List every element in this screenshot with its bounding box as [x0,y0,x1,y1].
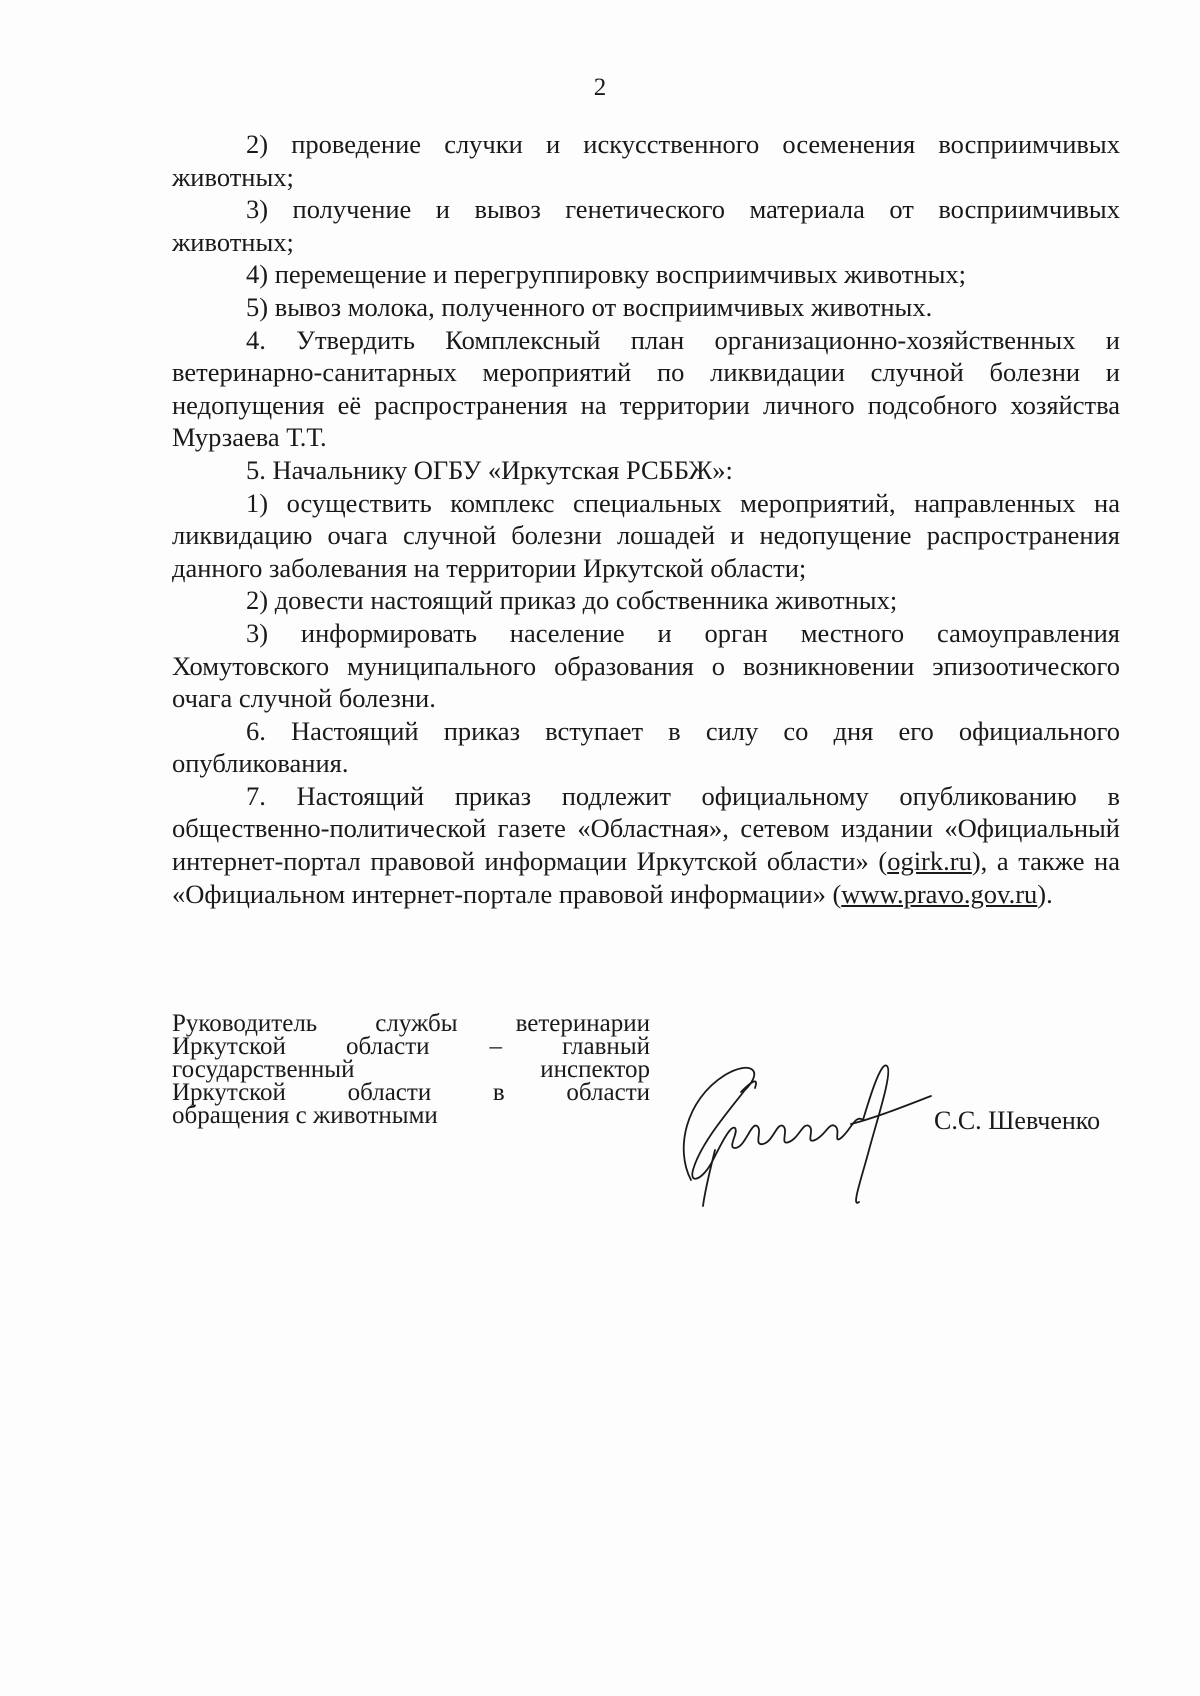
handwritten-signature [655,1030,935,1210]
paragraph: 6. Настоящий приказ вступает в силу со дня его официального опубликования. [172,715,1120,779]
signatory-title-line: Иркутской области в области [172,1079,650,1106]
paragraph: 3) информировать население и орган местного самоуправления Хомутовского муниципального образования о возникновении эпизоотического очага случной болезни. [172,617,1120,714]
paragraph: 4. Утвердить Комплексный план организационно-хозяйственных и ветеринарно-санитарных мероприятий по ликвидации случной болезни и недопущения её распространения на территории личного подсобного хозяйства Мурзаева Т.Т. [172,324,1120,453]
publication-text: ), а также на «Официальном интернет-портале правовой информации» ( [172,846,1121,909]
signatory-title-line: государственный инспектор [172,1056,650,1083]
page-number: 2 [593,74,607,101]
ogirk-link[interactable]: ogirk.ru [887,846,972,877]
publication-text: ). [1037,878,1053,909]
paragraph: 1) осуществить комплекс специальных мероприятий, направленных на ликвидацию очага случной болезни лошадей и недопущение распространения данного заболевания на территории Иркутской области; [172,487,1120,583]
paragraph: 4) перемещение и перегруппировку восприимчивых животных; [246,259,966,290]
paragraph: 3) получение и вывоз генетического материала от восприимчивых животных; [172,194,1120,257]
signer-name: С.С. Шевченко [934,1106,1101,1135]
signatory-title-line: обращения с животными [172,1102,438,1129]
paragraph: 5. Начальнику ОГБУ «Иркутская РСББЖ»: [246,454,733,485]
signatory-title-line: Руководитель службы ветеринарии [172,1010,650,1037]
paragraph: 2) проведение случки и искусственного осеменения восприимчивых животных; [172,129,1120,192]
publication-text: 7. Настоящий приказ подлежит официальному опубликованию в общественно-политической газете «Областная», сетевом издании «Официальный интернет-портал правовой информации Иркутской области» ( [172,780,1120,877]
pravo-link[interactable]: www.pravo.gov.ru [841,878,1038,909]
paragraph: 5) вывоз молока, полученного от восприимчивых животных. [246,291,933,322]
document-body [172,128,1120,910]
publication-paragraph [172,780,1120,910]
paragraph: 2) довести настоящий приказ до собственника животных; [246,585,898,616]
signatory-title-line: Иркутской области – главный [172,1033,650,1060]
signatory-title [172,1012,650,1127]
